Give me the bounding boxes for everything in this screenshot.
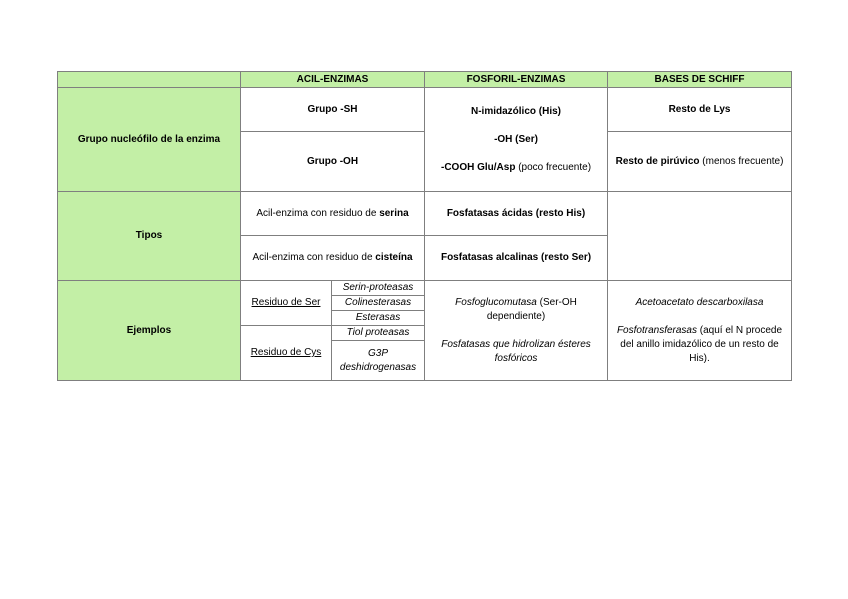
fosforil-fosfatasas-esteres: Fosfatasas que hidrolizan ésteres fosfóricos [441,338,591,364]
ejemplo-esterasas: Esterasas [332,311,425,326]
schiff-piruvico-note: (menos frecuente) [699,155,784,167]
row-label-tipos: Tipos [58,192,241,281]
header-acil-enzimas: ACIL-ENZIMAS [241,72,425,88]
ejemplo-tiol-proteasas: Tiol proteasas [332,326,425,341]
schiff-resto-piruvico [608,132,792,192]
schiff-ejemplos-cell [608,281,792,381]
residuo-ser: Residuo de Ser [241,281,332,326]
fosforil-n-imidazolico: N-imidazólico (His) [471,105,562,117]
schiff-piruvico-bold: Resto de pirúvico [615,155,700,167]
schiff-tipos-empty [608,192,792,281]
fosforil-nucleofilo-cell [425,88,608,192]
fosforil-fosfoglucomutasa-note: (Ser-OH dependiente) [486,296,577,322]
row-label-nucleofilo: Grupo nucleófilo de la enzima [58,88,241,192]
header-fosforil-enzimas: FOSFORIL-ENZIMAS [425,72,608,88]
ejemplo-serin-proteasas: Serin-proteasas [332,281,425,296]
fosforil-fosfoglucomutasa-name: Fosfoglucomutasa [455,296,537,308]
acil-tipo-cisteina [241,236,425,281]
residuo-cys: Residuo de Cys [241,326,332,381]
fosforil-fosfatasas-alcalinas: Fosfatasas alcalinas (resto Ser) [425,236,608,281]
fosforil-cooh-note: (poco frecuente) [515,161,592,173]
schiff-fosfotransferasas-note: (aquí el N procede del anillo imidazólico de un resto de His). [620,324,783,364]
header-bases-schiff: BASES DE SCHIFF [608,72,792,88]
fosforil-fosfatasas-acidas: Fosfatasas ácidas (resto His) [425,192,608,236]
ejemplo-g3p-deshidrogenasas: G3P deshidrogenasas [332,341,425,381]
fosforil-cooh [428,161,604,175]
schiff-resto-lys: Resto de Lys [608,88,792,132]
acil-grupo-oh: Grupo -OH [241,132,425,192]
header-empty-cell [58,72,241,88]
acil-tipo-cisteina-text: Acil-enzima con residuo de [252,252,376,263]
schiff-acetoacetato: Acetoacetato descarboxilasa [635,296,764,308]
fosforil-cooh-bold: -COOH Glu/Asp [440,161,516,173]
enzyme-table [57,71,792,381]
acil-tipo-serina-text: Acil-enzima con residuo de [256,207,380,219]
schiff-fosfotransferasas [611,324,788,366]
acil-tipo-serina-bold: serina [379,207,409,219]
ejemplo-colinesterasas: Colinesterasas [332,296,425,311]
fosforil-ejemplos-cell [425,281,608,381]
schiff-fosfotransferasas-name: Fosfotransferasas [616,324,697,336]
acil-grupo-sh: Grupo -SH [241,88,425,132]
row-label-ejemplos: Ejemplos [58,281,241,381]
acil-tipo-serina [241,192,425,236]
fosforil-fosfoglucomutasa [428,296,604,324]
fosforil-oh-ser: -OH (Ser) [494,133,538,145]
acil-tipo-cisteina-bold: cisteína [375,252,413,263]
